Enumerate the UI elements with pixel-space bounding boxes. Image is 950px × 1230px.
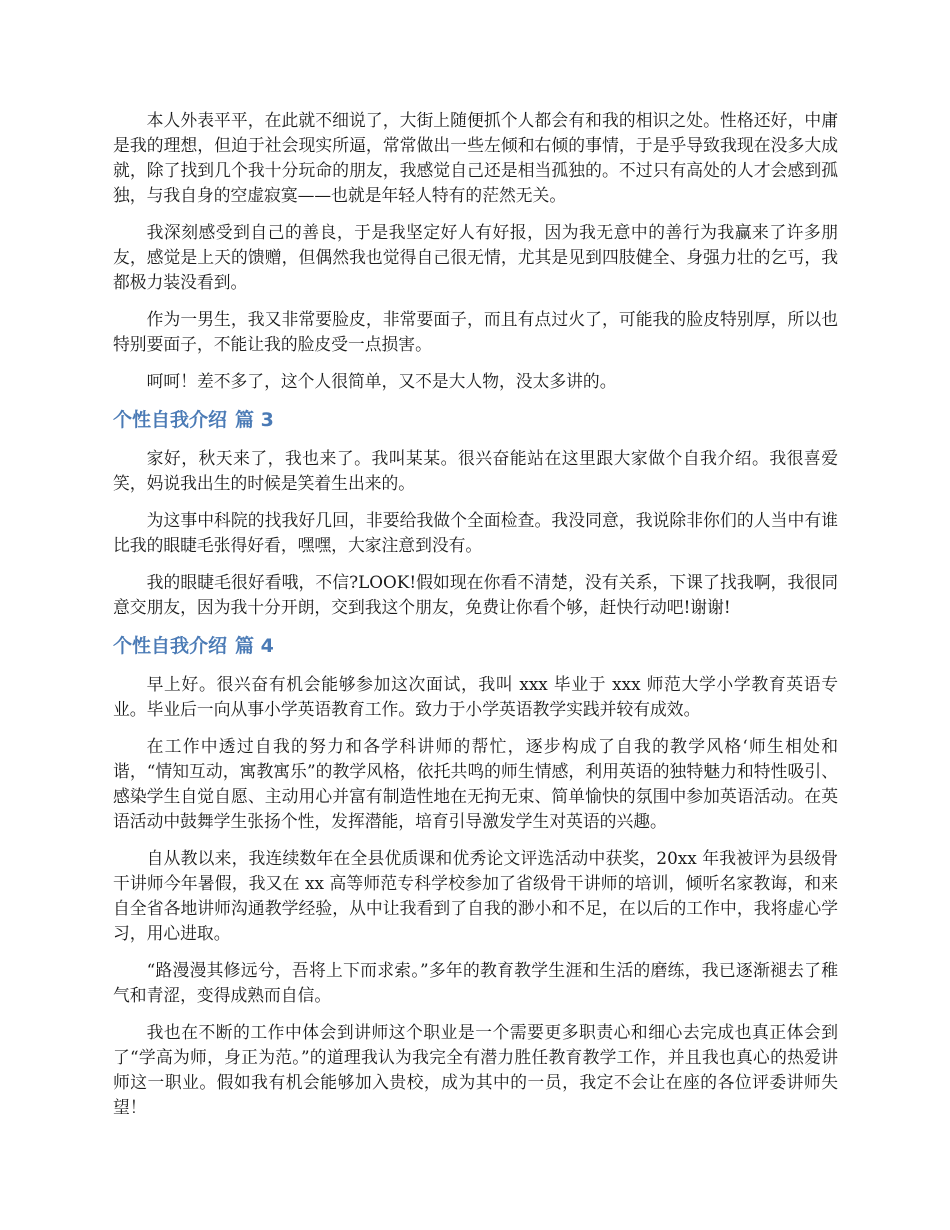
paragraph: 我深刻感受到自己的善良，于是我坚定好人有好报，因为我无意中的善行为我赢来了许多朋友，感觉是上天的馈赠，但偶然我也觉得自己很无情，尤其是见到四肢健全、身强力壮的乞丐，我都极力装没看到。 [113,222,838,292]
section-heading-3 [113,406,838,434]
section-number: 篇 3 [235,409,274,431]
paragraph: 在工作中透过自我的努力和各学科讲师的帮忙，逐步构成了自我的教学风格‘师生相处和谐，“情知互动，寓教寓乐”的教学风格，依托共鸣的师生情感，利用英语的独特魅力和特性吸引、感染学生自觉自愿、主动用心并富有制造性地在无拘无束、简单愉快的氛围中参加英语活动。在英语活动中鼓舞学生张扬个性，发挥潜能，培育引导激发学生对英语的兴趣。 [113,736,838,831]
paragraph: 作为一男生，我又非常要脸皮，非常要面子，而且有点过火了，可能我的脸皮特别厚，所以也特别要面子，不能让我的脸皮受一点损害。 [113,309,838,354]
section-title: 个性自我介绍 [113,635,228,657]
paragraph: 家好，秋天来了，我也来了。我叫某某。很兴奋能站在这里跟大家做个自我介绍。我很喜爱笑，妈说我出生的时候是笑着生出来的。 [113,448,838,493]
section-number: 篇 4 [235,635,274,657]
document-page [113,108,838,1132]
paragraph: 我的眼睫毛很好看哦，不信?LOOK!假如现在你看不清楚，没有关系，下课了找我啊，我很同意交朋友，因为我十分开朗，交到我这个朋友，免费让你看个够，赶快行动吧!谢谢! [113,572,838,617]
paragraph: “路漫漫其修远兮，吾将上下而求索。”多年的教育教学生涯和生活的磨练，我已逐渐褪去了稚气和青涩，变得成熟而自信。 [113,960,838,1005]
paragraph: 为这事中科院的找我好几回，非要给我做个全面检查。我没同意，我说除非你们的人当中有谁比我的眼睫毛张得好看，嘿嘿，大家注意到没有。 [113,510,838,555]
section-heading-4 [113,632,838,660]
paragraph: 本人外表平平，在此就不细说了，大街上随便抓个人都会有和我的相识之处。性格还好，中庸是我的理想，但迫于社会现实所逼，常常做出一些左倾和右倾的事情，于是乎导致我现在没多大成就，除了找到几个我十分玩命的朋友，我感觉自己还是相当孤独的。不过只有高处的人才会感到孤独，与我自身的空虚寂寞——也就是年轻人特有的茫然无关。 [113,110,838,205]
paragraph: 我也在不断的工作中体会到讲师这个职业是一个需要更多职责心和细心去完成也真正体会到了“学高为师，身正为范。”的道理我认为我完全有潜力胜任教育教学工作，并且我也真心的热爱讲师这一职业。假如我有机会能够加入贵校，成为其中的一员，我定不会让在座的各位评委讲师失望！ [113,1022,838,1117]
paragraph: 呵呵！差不多了，这个人很简单，又不是大人物，没太多讲的。 [146,371,617,391]
paragraph: 自从教以来，我连续数年在全县优质课和优秀论文评选活动中获奖，20xx 年我被评为县级骨干讲师今年暑假，我又在 xx 高等师范专科学校参加了省级骨干讲师的培训，倾听名家教诲，和来自全省各地讲师沟通教学经验，从中让我看到了自我的渺小和不足，在以后的工作中，我将虚心学习，用心进取。 [113,848,838,943]
paragraph: 早上好。很兴奋有机会能够参加这次面试，我叫 xxx 毕业于 xxx 师范大学小学教育英语专业。毕业后一向从事小学英语教育工作。致力于小学英语教学实践并较有成效。 [113,674,838,719]
section-title: 个性自我介绍 [113,409,228,431]
